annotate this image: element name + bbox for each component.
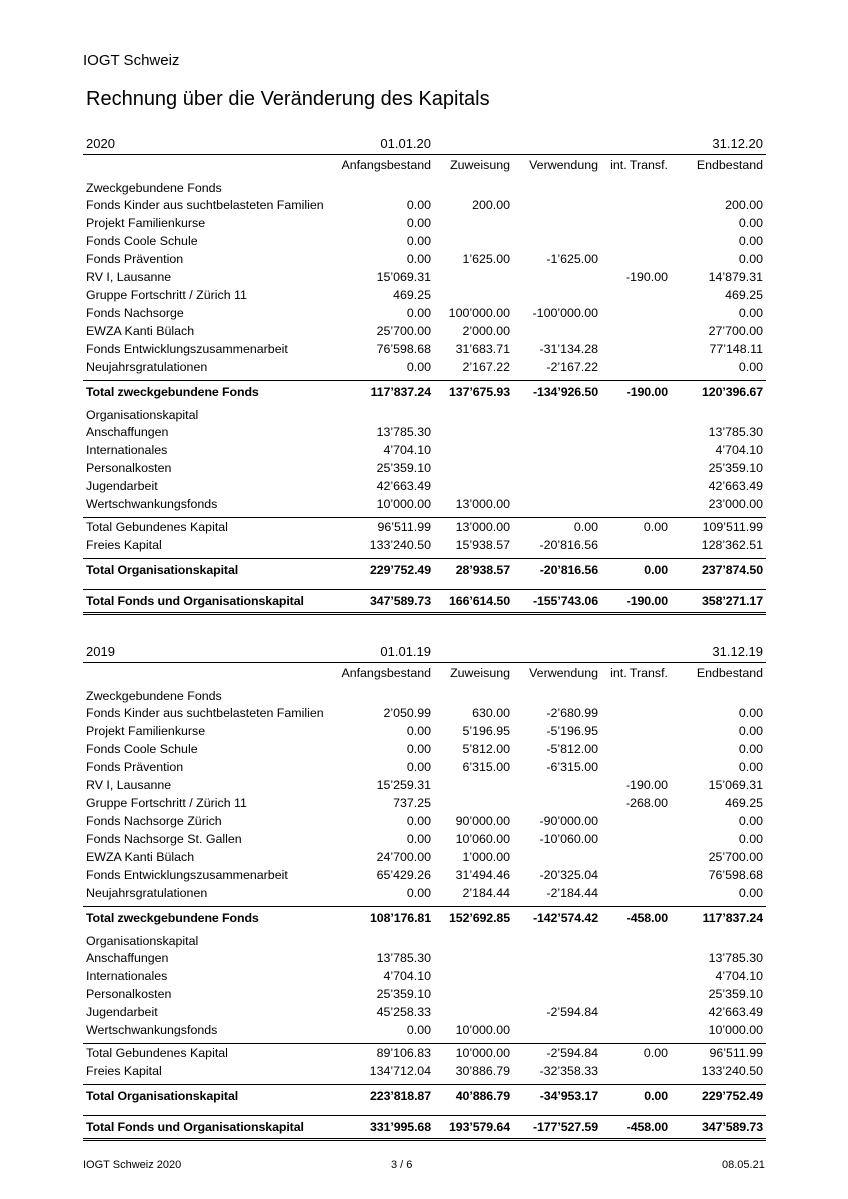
verwendung-cell: -20’325.04 <box>539 868 598 882</box>
zuweisung-cell: 1’000.00 <box>462 850 510 864</box>
column-header: Zuweisung <box>450 158 510 172</box>
label-cell: Personalkosten <box>86 987 172 1001</box>
section-heading <box>83 176 766 196</box>
endbestand-cell: 133’240.50 <box>701 1064 763 1078</box>
anfangsbestand-cell: 0.00 <box>406 742 431 756</box>
table-row <box>83 758 766 776</box>
anfangsbestand-cell: 0.00 <box>406 760 431 774</box>
zuweisung-cell: 13’000.00 <box>455 497 510 511</box>
column-header: int. Transf. <box>610 666 668 680</box>
org-total-row <box>83 1084 766 1107</box>
endbestand-cell: 15’069.31 <box>708 778 763 792</box>
table-row <box>83 722 766 740</box>
verwendung-cell: -100’000.00 <box>532 306 598 320</box>
organization-name: IOGT Schweiz <box>83 52 180 69</box>
footer-left: IOGT Schweiz 2020 <box>83 1159 182 1171</box>
anfangsbestand-cell: 10’000.00 <box>376 497 431 511</box>
label-cell: Anschaffungen <box>86 951 169 965</box>
label-cell: Total Organisationskapital <box>86 1089 239 1103</box>
verwendung-cell: -5’812.00 <box>546 742 598 756</box>
table-row <box>83 232 766 250</box>
endbestand-cell: 10’000.00 <box>708 1023 763 1037</box>
zuweisung-cell: 15’938.57 <box>455 538 510 552</box>
zuweisung-cell: 40’886.79 <box>455 1089 510 1103</box>
label-cell: RV I, Lausanne <box>86 778 172 792</box>
grand-total-row <box>83 1115 766 1141</box>
label-cell: Projekt Familienkurse <box>86 724 206 738</box>
label-cell: Freies Kapital <box>86 1064 162 1078</box>
label-cell: Wertschwankungsfonds <box>86 497 218 511</box>
zuweisung-cell: 30’886.79 <box>455 1064 510 1078</box>
anfangsbestand-cell: 0.00 <box>406 360 431 374</box>
anfangsbestand-cell: 469.25 <box>393 288 431 302</box>
table-row <box>83 794 766 812</box>
label-cell: Jugendarbeit <box>86 479 158 493</box>
label-cell: Gruppe Fortschritt / Zürich 11 <box>86 796 247 810</box>
label-cell: EWZA Kanti Bülach <box>86 324 195 338</box>
anfangsbestand-cell: 25’359.10 <box>376 461 431 475</box>
capital-row <box>83 536 766 554</box>
zuweisung-cell: 90’000.00 <box>455 814 510 828</box>
section-heading-label: Zweckgebundene Fonds <box>86 689 222 703</box>
endbestand-cell: 0.00 <box>738 814 763 828</box>
table-row <box>83 250 766 268</box>
column-header: Endbestand <box>696 158 763 172</box>
label-cell: Total Organisationskapital <box>86 563 239 577</box>
int-transf-cell: -458.00 <box>626 911 668 925</box>
table-row <box>83 196 766 214</box>
table-row <box>83 985 766 1003</box>
table-row <box>83 304 766 322</box>
int-transf-cell: -190.00 <box>626 594 668 608</box>
endbestand-cell: 0.00 <box>738 724 763 738</box>
int-transf-cell: -190.00 <box>625 270 668 284</box>
endbestand-cell: 42’663.49 <box>708 479 763 493</box>
int-transf-cell: 0.00 <box>643 1046 668 1060</box>
anfangsbestand-cell: 25’359.10 <box>376 987 431 1001</box>
endbestand-cell: 0.00 <box>738 832 763 846</box>
verwendung-cell: -2’167.22 <box>546 360 598 374</box>
anfangsbestand-cell: 0.00 <box>406 814 431 828</box>
anfangsbestand-cell: 96’511.99 <box>377 520 431 534</box>
table-row <box>83 1003 766 1021</box>
endbestand-cell: 25’700.00 <box>708 850 763 864</box>
anfangsbestand-cell: 13’785.30 <box>376 425 431 439</box>
anfangsbestand-cell: 15’259.31 <box>376 778 431 792</box>
table-row <box>83 441 766 459</box>
label-cell: Neujahrsgratulationen <box>86 886 208 900</box>
zuweisung-cell: 6’315.00 <box>462 760 510 774</box>
anfangsbestand-cell: 737.25 <box>393 796 431 810</box>
section-heading-label: Organisationskapital <box>86 408 199 422</box>
label-cell: Total Fonds und Organisationskapital <box>86 594 304 608</box>
verwendung-cell: -20’816.56 <box>539 563 598 577</box>
zuweisung-cell: 630.00 <box>472 706 510 720</box>
column-header-row <box>83 663 766 684</box>
anfangsbestand-cell: 4’704.10 <box>383 443 431 457</box>
anfangsbestand-cell: 0.00 <box>406 216 431 230</box>
endbestand-cell: 25’359.10 <box>708 461 763 475</box>
endbestand-cell: 128’362.51 <box>701 538 763 552</box>
label-cell: Total Gebundenes Kapital <box>86 520 228 534</box>
endbestand-cell: 13’785.30 <box>708 951 763 965</box>
anfangsbestand-cell: 25’700.00 <box>376 324 431 338</box>
anfangsbestand-cell: 223’818.87 <box>369 1089 431 1103</box>
anfangsbestand-cell: 13’785.30 <box>376 951 431 965</box>
label-cell: Personalkosten <box>86 461 172 475</box>
column-header-row <box>83 155 766 176</box>
label-cell: Fonds Kinder aus suchtbelasteten Familien <box>86 198 324 212</box>
label-cell: RV I, Lausanne <box>86 270 172 284</box>
anfangsbestand-cell: 229’752.49 <box>369 563 431 577</box>
zuweisung-cell: 10’060.00 <box>455 832 510 846</box>
zuweisung-cell: 10’000.00 <box>455 1046 510 1060</box>
endbestand-cell: 237’874.50 <box>701 563 763 577</box>
verwendung-cell: -142’574.42 <box>532 911 598 925</box>
anfangsbestand-cell: 4’704.10 <box>383 969 431 983</box>
anfangsbestand-cell: 331’995.68 <box>369 1120 431 1134</box>
endbestand-cell: 23’000.00 <box>708 497 763 511</box>
table-row <box>83 340 766 358</box>
label-cell: Fonds Coole Schule <box>86 742 198 756</box>
section-heading-label: Zweckgebundene Fonds <box>86 181 222 195</box>
anfangsbestand-cell: 0.00 <box>406 234 431 248</box>
year-header-row <box>83 642 766 663</box>
anfangsbestand-cell: 134’712.04 <box>369 1064 431 1078</box>
anfangsbestand-cell: 108’176.81 <box>369 911 431 925</box>
section-heading <box>83 929 766 949</box>
table-row <box>83 740 766 758</box>
anfangsbestand-cell: 65’429.26 <box>376 868 431 882</box>
zuweisung-cell: 100’000.00 <box>448 306 510 320</box>
verwendung-cell: -5’196.95 <box>546 724 598 738</box>
column-header: Verwendung <box>529 158 598 172</box>
zuweisung-cell: 166’614.50 <box>448 594 510 608</box>
endbestand-cell: 347’589.73 <box>701 1120 763 1134</box>
fonds-total-row <box>83 380 766 403</box>
endbestand-cell: 96’511.99 <box>709 1046 763 1060</box>
endbestand-cell: 120’396.67 <box>701 385 763 399</box>
label-cell: Fonds Entwicklungszusammenarbeit <box>86 342 288 356</box>
column-header: Anfangsbestand <box>341 158 431 172</box>
table-row <box>83 848 766 866</box>
start-date: 01.01.20 <box>380 136 431 151</box>
zuweisung-cell: 193’579.64 <box>448 1120 510 1134</box>
year-label: 2020 <box>86 136 115 151</box>
endbestand-cell: 42’663.49 <box>708 1005 763 1019</box>
anfangsbestand-cell: 89’106.83 <box>376 1046 431 1060</box>
zuweisung-cell: 2’184.44 <box>462 886 510 900</box>
section-heading <box>83 403 766 423</box>
label-cell: Jugendarbeit <box>86 1005 158 1019</box>
footer-date: 08.05.21 <box>722 1159 765 1171</box>
anfangsbestand-cell: 0.00 <box>406 252 431 266</box>
table-row <box>83 1021 766 1039</box>
anfangsbestand-cell: 0.00 <box>406 198 431 212</box>
endbestand-cell: 200.00 <box>725 198 763 212</box>
endbestand-cell: 27’700.00 <box>708 324 763 338</box>
capital-row <box>83 517 766 536</box>
endbestand-cell: 0.00 <box>738 234 763 248</box>
capital-row <box>83 1062 766 1080</box>
label-cell: Fonds Prävention <box>86 760 184 774</box>
endbestand-cell: 4’704.10 <box>715 969 763 983</box>
table-row <box>83 268 766 286</box>
label-cell: Fonds Kinder aus suchtbelasteten Familien <box>86 706 324 720</box>
zuweisung-cell: 2’000.00 <box>462 324 510 338</box>
table-row <box>83 967 766 985</box>
grand-total-row <box>83 589 766 615</box>
label-cell: Fonds Nachsorge St. Gallen <box>86 832 242 846</box>
endbestand-cell: 469.25 <box>725 288 763 302</box>
table-row <box>83 866 766 884</box>
int-transf-cell: -190.00 <box>626 385 668 399</box>
verwendung-cell: -10’060.00 <box>539 832 598 846</box>
zuweisung-cell: 137’675.93 <box>448 385 510 399</box>
endbestand-cell: 358’271.17 <box>701 594 763 608</box>
column-header: Anfangsbestand <box>341 666 431 680</box>
table-row <box>83 214 766 232</box>
year-label: 2019 <box>86 644 115 659</box>
column-header: Endbestand <box>696 666 763 680</box>
anfangsbestand-cell: 117’837.24 <box>370 385 431 399</box>
endbestand-cell: 0.00 <box>738 760 763 774</box>
label-cell: Total zweckgebundene Fonds <box>86 911 259 925</box>
zuweisung-cell: 2’167.22 <box>462 360 510 374</box>
int-transf-cell: 0.00 <box>644 563 668 577</box>
verwendung-cell: -155’743.06 <box>532 594 598 608</box>
zuweisung-cell: 10’000.00 <box>455 1023 510 1037</box>
table-row <box>83 423 766 441</box>
zuweisung-cell: 5’812.00 <box>462 742 510 756</box>
zuweisung-cell: 200.00 <box>472 198 510 212</box>
int-transf-cell: -458.00 <box>626 1120 668 1134</box>
capital-row <box>83 1043 766 1062</box>
label-cell: Fonds Entwicklungszusammenarbeit <box>86 868 288 882</box>
verwendung-cell: -2’184.44 <box>546 886 598 900</box>
endbestand-cell: 14’879.31 <box>708 270 763 284</box>
anfangsbestand-cell: 133’240.50 <box>369 538 431 552</box>
end-date: 31.12.19 <box>712 644 763 659</box>
anfangsbestand-cell: 42’663.49 <box>376 479 431 493</box>
label-cell: Freies Kapital <box>86 538 162 552</box>
verwendung-cell: -2’594.84 <box>546 1005 598 1019</box>
column-header: int. Transf. <box>610 158 668 172</box>
label-cell: Total Gebundenes Kapital <box>86 1046 228 1060</box>
endbestand-cell: 13’785.30 <box>708 425 763 439</box>
int-transf-cell: 0.00 <box>643 520 668 534</box>
footer-page-number: 3 / 6 <box>391 1159 413 1171</box>
label-cell: Projekt Familienkurse <box>86 216 206 230</box>
anfangsbestand-cell: 15’069.31 <box>376 270 431 284</box>
label-cell: Anschaffungen <box>86 425 169 439</box>
verwendung-cell: -31’134.28 <box>539 342 598 356</box>
label-cell: Fonds Prävention <box>86 252 184 266</box>
endbestand-cell: 0.00 <box>738 216 763 230</box>
page-title: Rechnung über die Veränderung des Kapitals <box>86 88 490 110</box>
anfangsbestand-cell: 2’050.99 <box>383 706 431 720</box>
verwendung-cell: -177’527.59 <box>532 1120 598 1134</box>
start-date: 01.01.19 <box>380 644 431 659</box>
zuweisung-cell: 31’494.46 <box>455 868 510 882</box>
verwendung-cell: -2’594.84 <box>546 1046 598 1060</box>
label-cell: Total Fonds und Organisationskapital <box>86 1120 304 1134</box>
table-row <box>83 812 766 830</box>
table-row <box>83 830 766 848</box>
label-cell: Fonds Nachsorge <box>86 306 184 320</box>
year-header-row <box>83 134 766 155</box>
label-cell: Wertschwankungsfonds <box>86 1023 218 1037</box>
zuweisung-cell: 1’625.00 <box>462 252 510 266</box>
verwendung-cell: -34’953.17 <box>539 1089 598 1103</box>
int-transf-cell: 0.00 <box>644 1089 668 1103</box>
endbestand-cell: 469.25 <box>725 796 763 810</box>
label-cell: Internationales <box>86 969 168 983</box>
zuweisung-cell: 152’692.85 <box>448 911 510 925</box>
label-cell: EWZA Kanti Bülach <box>86 850 195 864</box>
endbestand-cell: 0.00 <box>738 306 763 320</box>
int-transf-cell: -190.00 <box>625 778 668 792</box>
org-total-row <box>83 558 766 581</box>
table-row <box>83 286 766 304</box>
end-date: 31.12.20 <box>712 136 763 151</box>
table-row <box>83 495 766 513</box>
verwendung-cell: 0.00 <box>573 520 598 534</box>
endbestand-cell: 0.00 <box>738 360 763 374</box>
verwendung-cell: -90’000.00 <box>539 814 598 828</box>
label-cell: Fonds Nachsorge Zürich <box>86 814 222 828</box>
endbestand-cell: 229’752.49 <box>701 1089 763 1103</box>
verwendung-cell: -2’680.99 <box>546 706 598 720</box>
anfangsbestand-cell: 347’589.73 <box>369 594 431 608</box>
table-row <box>83 477 766 495</box>
anfangsbestand-cell: 0.00 <box>406 886 431 900</box>
capital-table-2020 <box>83 134 766 615</box>
column-header: Zuweisung <box>450 666 510 680</box>
label-cell: Gruppe Fortschritt / Zürich 11 <box>86 288 247 302</box>
table-row <box>83 704 766 722</box>
anfangsbestand-cell: 24’700.00 <box>376 850 431 864</box>
anfangsbestand-cell: 45’258.33 <box>376 1005 431 1019</box>
zuweisung-cell: 5’196.95 <box>462 724 510 738</box>
zuweisung-cell: 28’938.57 <box>455 563 510 577</box>
verwendung-cell: -6’315.00 <box>546 760 598 774</box>
table-row <box>83 322 766 340</box>
table-row <box>83 949 766 967</box>
endbestand-cell: 4’704.10 <box>715 443 763 457</box>
label-cell: Neujahrsgratulationen <box>86 360 208 374</box>
endbestand-cell: 0.00 <box>738 742 763 756</box>
endbestand-cell: 25’359.10 <box>708 987 763 1001</box>
zuweisung-cell: 13’000.00 <box>455 520 510 534</box>
endbestand-cell: 0.00 <box>738 886 763 900</box>
anfangsbestand-cell: 76’598.68 <box>376 342 431 356</box>
fonds-total-row <box>83 906 766 929</box>
section-heading-label: Organisationskapital <box>86 934 199 948</box>
table-row <box>83 884 766 902</box>
verwendung-cell: -20’816.56 <box>539 538 598 552</box>
table-row <box>83 776 766 794</box>
verwendung-cell: -32’358.33 <box>539 1064 598 1078</box>
anfangsbestand-cell: 0.00 <box>406 724 431 738</box>
label-cell: Total zweckgebundene Fonds <box>86 385 259 399</box>
endbestand-cell: 76’598.68 <box>708 868 763 882</box>
endbestand-cell: 117’837.24 <box>702 911 763 925</box>
endbestand-cell: 77’148.11 <box>709 342 763 356</box>
endbestand-cell: 109’511.99 <box>702 520 763 534</box>
column-header: Verwendung <box>529 666 598 680</box>
table-row <box>83 459 766 477</box>
label-cell: Internationales <box>86 443 168 457</box>
table-row <box>83 358 766 376</box>
endbestand-cell: 0.00 <box>738 706 763 720</box>
verwendung-cell: -134’926.50 <box>532 385 598 399</box>
anfangsbestand-cell: 0.00 <box>406 1023 431 1037</box>
anfangsbestand-cell: 0.00 <box>406 306 431 320</box>
int-transf-cell: -268.00 <box>625 796 668 810</box>
verwendung-cell: -1’625.00 <box>546 252 598 266</box>
section-heading <box>83 684 766 704</box>
zuweisung-cell: 31’683.71 <box>455 342 510 356</box>
anfangsbestand-cell: 0.00 <box>406 832 431 846</box>
label-cell: Fonds Coole Schule <box>86 234 198 248</box>
endbestand-cell: 0.00 <box>738 252 763 266</box>
capital-table-2019 <box>83 642 766 1141</box>
